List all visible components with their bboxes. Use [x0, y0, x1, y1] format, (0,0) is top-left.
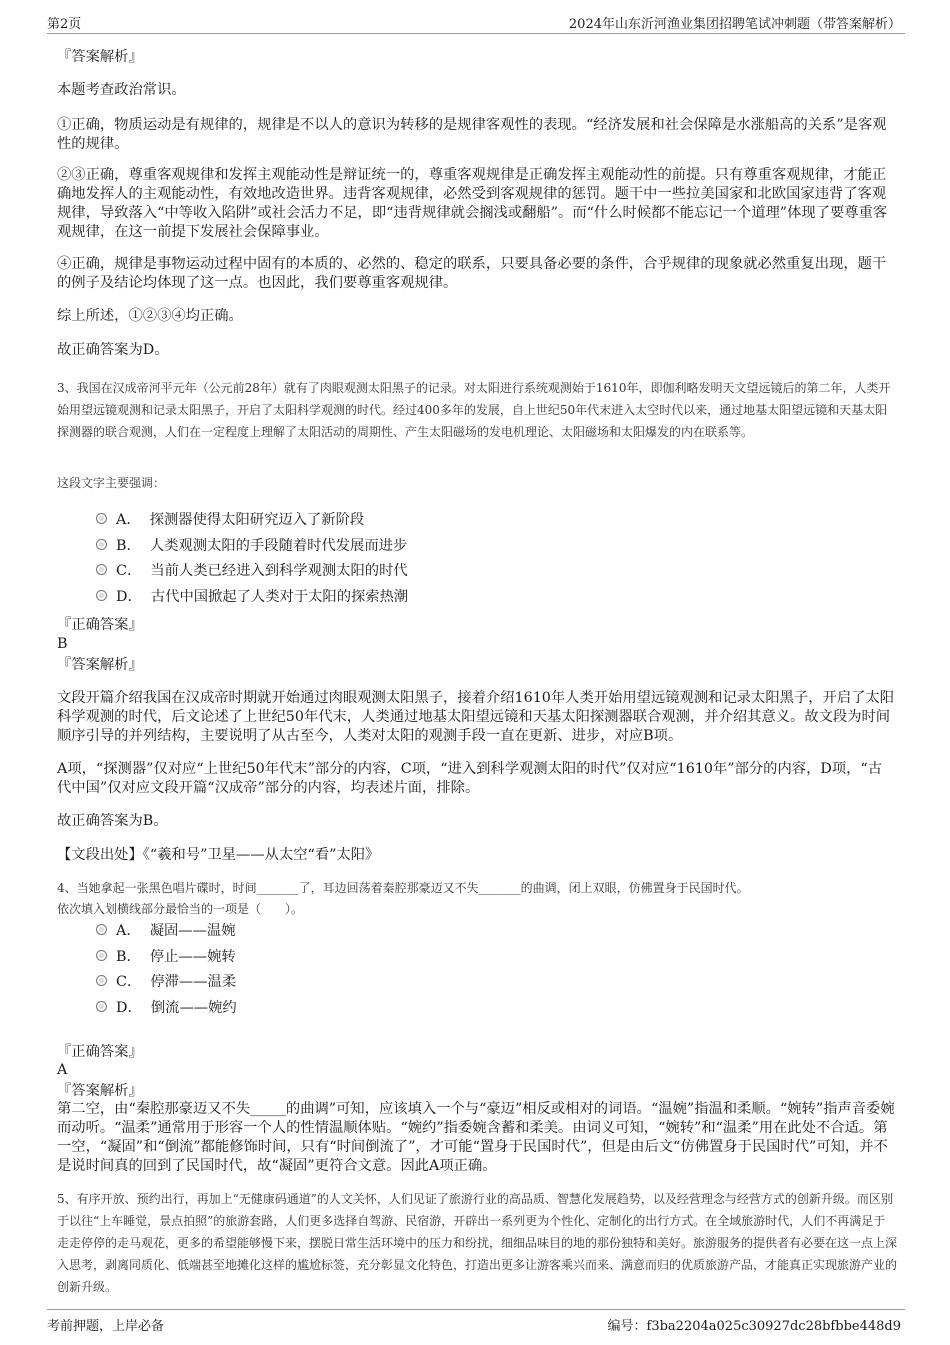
- q3-question: 这段文字主要强调：: [57, 476, 166, 490]
- q3-analysis-a2: A项，“探测器”仅对应“上世纪50年代末”部分的内容，C项，“进入到科学观测太阳的时代”仅对应“1610年”部分的内容，D项，“古代中国”仅对应文段开篇“汉成帝”部分的内容，均表述片面，排除。: [57, 761, 883, 796]
- q3-option-b[interactable]: B． 人类观测太阳的手段随着时代发展而进步: [96, 536, 407, 556]
- q2-analysis-p1: ①正确，物质运动是有规律的，规律是不以人的意识为转移的是规律客观性的表现。“经济发展和社会保障是水涨船高的关系”是客观性的规律。: [57, 117, 887, 152]
- q4-question: 依次填入划横线部分最恰当的一项是（ ）。: [57, 902, 304, 916]
- q2-analysis-p2: ②③正确，尊重客观规律和发挥主观能动性是辩证统一的，尊重客观规律是正确发挥主观能动性的前提。只有尊重客观规律，才能正确地发挥人的主观能动性，有效地改造世界。违背客观规律，必然受到客观规律的惩罚。题干中一些拉美国家和北欧国家违背了客观规律，导致落入“中等收入陷阱”或社会活力不足，即“违背规律就会搁浅或翻船”。而“什么时候都不能忘记一个道理”体现了要尊重客观规律，在这一前提下发展社会保障事业。: [57, 167, 888, 240]
- q4-answer: A: [57, 1062, 68, 1078]
- q4-option-c[interactable]: C． 停滞——温柔: [96, 972, 236, 992]
- q4-analysis: 第二空，由“秦腔那豪迈又不失_____的曲调”可知，应该填入一个与“豪迈”相反或相对的词语。“温婉”指温和柔顺。“婉转”指声音委婉而动听。“温柔”通常用于形容一个人的性情温顺体贴。“婉约”指委婉含蓄和柔美。由词义可知，“婉转”和“温柔”用在此处不合适。第一空，“凝固”和“倒流”都能修饰时间，只有“时间倒流了”，才可能“置身于民国时代”，但是由后文“仿佛置身于民国时代”可知，并不是说时间真的回到了民国时代，故“凝固”更符合文意。因此A项正确。: [57, 1101, 895, 1174]
- page-header: [47, 11, 905, 34]
- radio-icon[interactable]: [96, 564, 107, 575]
- page-footer: [47, 1309, 905, 1336]
- q4-option-a[interactable]: A． 凝固——温婉: [96, 921, 236, 941]
- q3-answer: B: [57, 636, 68, 652]
- q3-analysis-a3: 故正确答案为B。: [57, 813, 168, 829]
- q3-stem: 3、我国在汉成帝河平元年（公元前28年）就有了肉眼观测太阳黑子的记录。对太阳进行系统观测始于1610年，即伽利略发明天文望远镜后的第二年，人类开始用望远镜观测和记录太阳黑子，开启了太阳科学观测的时代。经过400多年的发展，自上世纪50年代末进入太空时代以来，通过地基太阳望远镜和天基太阳探测器的联合观测，人们在一定程度上理解了太阳活动的周期性、产生太阳磁场的发电机理论、太阳磁场和太阳爆发的内在联系等。: [57, 381, 891, 439]
- q3-option-c[interactable]: C． 当前人类已经进入到科学观测太阳的时代: [96, 561, 408, 581]
- footer-slogan: 考前押题，上岸必备: [47, 1319, 165, 1334]
- q2-analysis-label: 『答案解析』: [57, 49, 143, 65]
- q3-analysis-label: 『答案解析』: [57, 657, 143, 673]
- q2-analysis-p0: 本题考查政治常识。: [57, 82, 186, 98]
- radio-icon[interactable]: [96, 513, 107, 524]
- q3-analysis-a1: 文段开篇介绍我国在汉成帝时期就开始通过肉眼观测太阳黑子，接着介绍1610年人类开始用望远镜观测和记录太阳黑子，开启了太阳科学观测的时代，后文论述了上世纪50年代末，人类通过地基太阳望远镜和天基太阳探测器联合观测，并介绍其意义。故文段为时间顺序引导的并列结构，主要说明了从古至今，人类对太阳的观测手段一直在更新、进步，对应B项。: [57, 690, 895, 744]
- q3-answer-label: 『正确答案』: [57, 617, 143, 633]
- radio-icon[interactable]: [96, 1001, 107, 1012]
- q2-analysis-p3: ④正确，规律是事物运动过程中固有的本质的、必然的、稳定的联系，只要具备必要的条件，合乎规律的现象就必然重复出现，题干的例子及结论均体现了这一点。也因此，我们要尊重客观规律。: [57, 256, 887, 291]
- q2-analysis-p5: 故正确答案为D。: [57, 342, 169, 358]
- q4-stem: 4、当她拿起一张黑色唱片碟时，时间_______了，耳边回荡着秦腔那豪迈又不失_______的曲调，闭上双眼，仿佛置身于民国时代。: [57, 881, 749, 895]
- q4-option-b[interactable]: B． 停止——婉转: [96, 947, 236, 967]
- q5-stem: 5、有序开放、预约出行，再加上“无健康码通道”的人文关怀，人们见证了旅游行业的高品质、智慧化发展趋势，以及经营理念与经营方式的创新升级。而区别于以往“上车睡觉，景点拍照”的旅游套路，人们更多选择自驾游、民宿游，开辟出一系列更为个性化、定制化的出行方式。在全域旅游时代，人们不再满足于走走停停的走马观花，更多的希望能够慢下来，摆脱日常生活环境中的压力和纷扰，细细品味目的地的那份独特和美好。旅游服务的提供者有必要在这一点上深入思考，剥离同质化、低端甚至地摊化这样的尴尬标签，充分彰显文化特色，打造出更多让游客乘兴而来、满意而归的优质旅游产品，才能真正实现旅游产业的创新升级。: [57, 1192, 898, 1294]
- radio-icon[interactable]: [96, 924, 107, 935]
- q4-analysis-label: 『答案解析』: [57, 1083, 143, 1099]
- q3-option-a[interactable]: A． 探测器使得太阳研究迈入了新阶段: [96, 510, 364, 530]
- document-title: 2024年山东沂河渔业集团招聘笔试冲刺题（带答案解析）: [568, 17, 901, 32]
- q3-source: 【文段出处】《“羲和号”卫星——从太空“看”太阳》: [57, 847, 380, 863]
- radio-icon[interactable]: [96, 950, 107, 961]
- q2-analysis-p4: 综上所述，①②③④均正确。: [57, 308, 243, 324]
- q3-option-d[interactable]: D． 古代中国掀起了人类对于太阳的探索热潮: [96, 587, 408, 607]
- radio-icon[interactable]: [96, 539, 107, 550]
- q4-answer-label: 『正确答案』: [57, 1044, 143, 1060]
- q4-option-d[interactable]: D． 倒流——婉约: [96, 998, 237, 1018]
- radio-icon[interactable]: [96, 590, 107, 601]
- page-number: 第2页: [47, 17, 82, 32]
- document-id: 编号：f3ba2204a025c30927dc28bfbbe448d9: [607, 1319, 901, 1334]
- radio-icon[interactable]: [96, 975, 107, 986]
